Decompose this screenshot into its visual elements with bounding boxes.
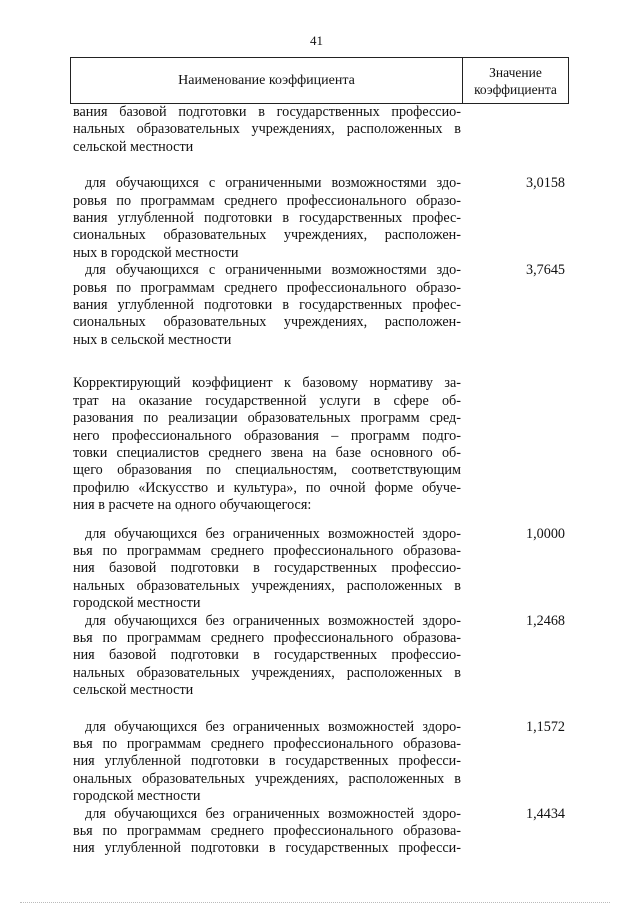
- text-line: городской местности: [73, 788, 201, 805]
- text-line: для обучающихся без ограниченных возможностей здоро-: [85, 718, 461, 735]
- text-line: ния углубленной подготовки в государственных професси-: [73, 840, 461, 857]
- text-line: нальных образовательных учреждениях, расположенных в: [73, 121, 461, 138]
- text-line: трат на оказание государственной услуги в сфере об-: [73, 392, 461, 409]
- coefficient-name: [73, 175, 461, 262]
- text-line: вания базовой подготовки в государственных профессио-: [73, 104, 461, 120]
- text-line: вья по программам среднего профессионального образова-: [73, 629, 461, 646]
- table-row: [73, 613, 573, 700]
- scan-edge-mark: [20, 900, 610, 903]
- column-header-value-line1: Значение: [489, 64, 542, 80]
- text-line: для обучающихся без ограниченных возможностей здоро-: [85, 525, 461, 542]
- text-line: ных в городской местности: [73, 244, 239, 261]
- text-line: сельской местности: [73, 682, 194, 699]
- coefficient-name: [73, 719, 461, 806]
- text-line: ных в сельской местности: [73, 331, 232, 348]
- coefficient-name: [73, 262, 461, 349]
- text-line: сиональных образовательных учреждениях, расположен-: [73, 314, 461, 331]
- text-line: ональных образовательных учреждениях, расположенных в: [73, 770, 461, 787]
- text-line: для обучающихся с ограниченными возможностями здо-: [85, 262, 461, 279]
- coefficient-value: 1,0000: [525, 525, 565, 542]
- text-line: нальных образовательных учреждениях, расположенных в: [73, 664, 461, 681]
- coefficient-value: 3,7645: [525, 262, 565, 279]
- text-line: вья по программам среднего профессионального образова-: [73, 542, 461, 559]
- coefficient-name: [73, 526, 461, 613]
- text-line: городской местности: [73, 595, 201, 612]
- text-line: щего образования по специальностям, соответствующим: [73, 462, 461, 479]
- text-line: для обучающихся без ограниченных возможностей здоро-: [85, 805, 461, 822]
- column-header-value-line2: коэффициента: [474, 81, 557, 97]
- text-line: сельской местности: [73, 138, 194, 155]
- text-line: ровья по программам среднего профессионального образо-: [73, 192, 461, 209]
- text-line: для обучающихся с ограниченными возможностями здо-: [85, 175, 461, 192]
- table-row: [73, 262, 573, 349]
- text-line: товки специалистов среднего звена на базе основного об-: [73, 444, 461, 461]
- coefficient-name: [73, 613, 461, 700]
- text-line: вания углубленной подготовки в государственных профес-: [73, 210, 461, 227]
- coefficient-name: [73, 104, 461, 156]
- text-line: ния базовой подготовки в государственных профессио-: [73, 647, 461, 664]
- text-line: ния в расчете на одного обучающегося:: [73, 497, 312, 514]
- table-row: [73, 719, 573, 806]
- column-header-name: Наименование коэффициента: [71, 58, 463, 103]
- text-line: для обучающихся без ограниченных возможностей здоро-: [85, 612, 461, 629]
- coefficient-value: 1,4434: [525, 805, 565, 822]
- coefficient-value: 1,1572: [525, 718, 565, 735]
- text-line: Корректирующий коэффициент к базовому нормативу за-: [73, 375, 461, 392]
- text-line: него профессионального образования – программ подго-: [73, 427, 461, 444]
- text-line: профилю «Искусство и культура», по очной форме обуче-: [73, 479, 461, 496]
- coefficient-name: [73, 375, 461, 514]
- text-line: вья по программам среднего профессионального образова-: [73, 823, 461, 840]
- table-row: [73, 175, 573, 262]
- table-row: [73, 526, 573, 613]
- coefficient-name: [73, 806, 461, 858]
- text-line: вья по программам среднего профессионального образова-: [73, 736, 461, 752]
- text-line: нальных образовательных учреждениях, расположенных в: [73, 577, 461, 594]
- text-line: ровья по программам среднего профессионального образо-: [73, 279, 461, 296]
- coefficient-value: 1,2468: [525, 612, 565, 629]
- text-line: ния углубленной подготовки в государственных професси-: [73, 753, 461, 770]
- coefficient-value: 3,0158: [525, 175, 565, 192]
- text-line: вания углубленной подготовки в государственных профес-: [73, 297, 461, 314]
- table-header: [70, 57, 569, 104]
- column-header-value: [463, 58, 568, 103]
- table-body: [73, 104, 573, 858]
- table-row: [73, 104, 573, 156]
- text-line: разования по реализации образовательных программ сред-: [73, 410, 461, 427]
- table-row: [73, 806, 573, 858]
- text-line: ния базовой подготовки в государственных профессио-: [73, 560, 461, 577]
- page-number: 41: [310, 33, 323, 48]
- text-line: сиональных образовательных учреждениях, расположен-: [73, 227, 461, 244]
- table-row: [73, 375, 573, 514]
